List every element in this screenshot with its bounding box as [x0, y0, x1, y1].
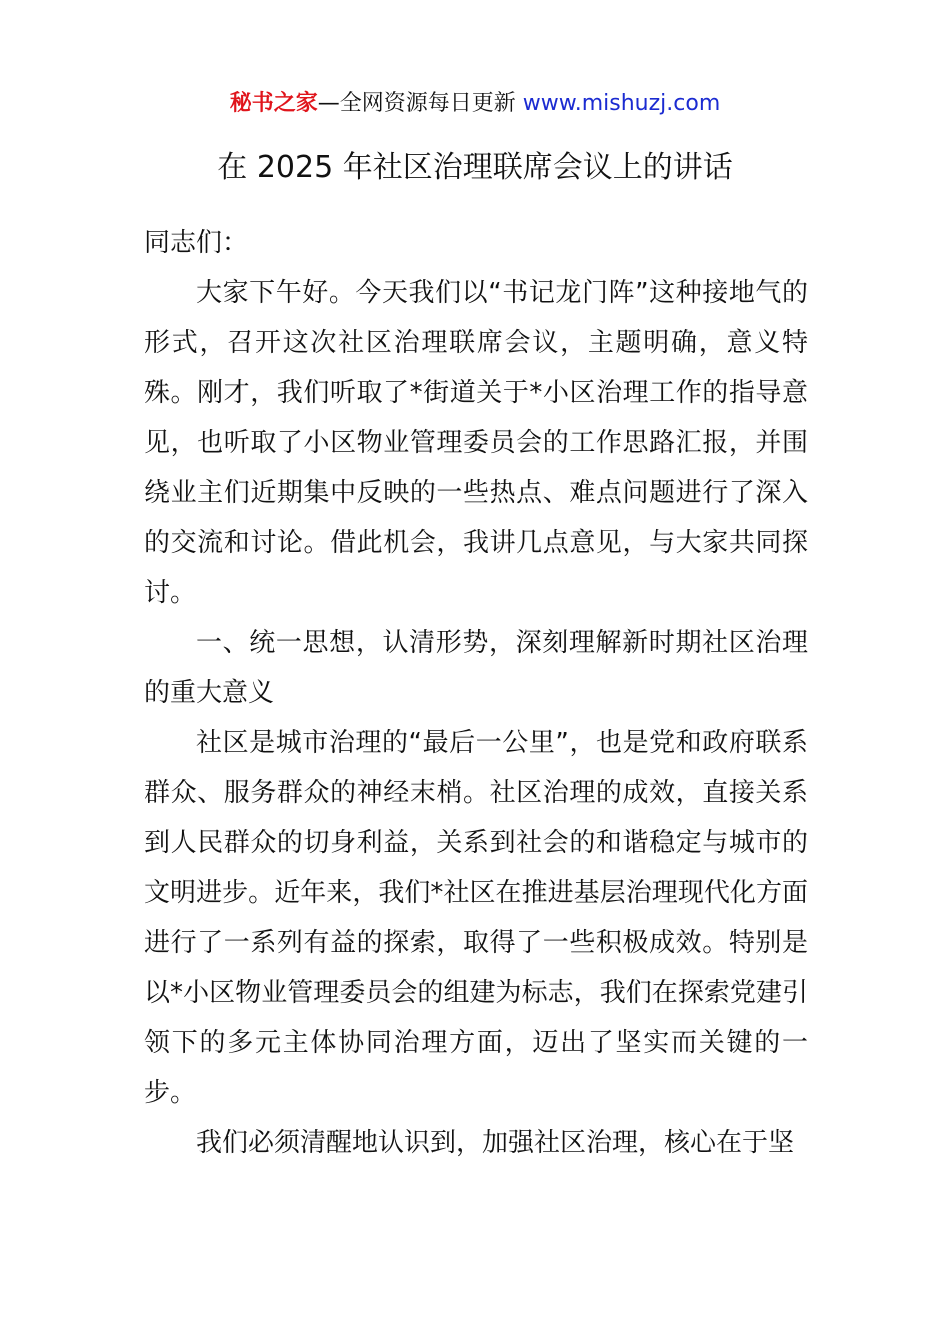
paragraph-opening: 大家下午好。今天我们以“书记龙门阵”这种接地气的形式，召开这次社区治理联席会议，主题明确，意义特殊。刚才，我们听取了*街道关于*小区治理工作的指导意见，也听取了小区物业管理委员会的工作思路汇报，并围绕业主们近期集中反映的一些热点、难点问题进行了深入的交流和讨论。借此机会，我讲几点意见，与大家共同探讨。 — [144, 278, 808, 608]
header-tagline: —全网资源每日更新 — [317, 91, 523, 116]
salutation: 同志们： — [144, 228, 249, 258]
site-url-link[interactable]: www.mishuzj.com — [522, 91, 721, 116]
site-header — [0, 86, 950, 122]
paragraph-community-governance: 社区是城市治理的“最后一公里”，也是党和政府联系群众、服务群众的神经末梢。社区治理的成效，直接关系到人民群众的切身利益，关系到社会的和谐稳定与城市的文明进步。近年来，我们*社区在推进基层治理现代化方面进行了一系列有益的探索，取得了一些积极成效。特别是以*小区物业管理委员会的组建为标志，我们在探索党建引领下的多元主体协同治理方面，迈出了坚实而关键的一步。 — [144, 728, 808, 1108]
paragraph-continuation: 我们必须清醒地认识到，加强社区治理，核心在于坚 — [196, 1128, 795, 1158]
brand-name: 秘书之家 — [229, 91, 318, 116]
document-body — [144, 218, 808, 1168]
section-heading-1: 一、统一思想，认清形势，深刻理解新时期社区治理的重大意义 — [144, 628, 808, 708]
document-title: 在 2025 年社区治理联席会议上的讲话 — [217, 150, 733, 185]
